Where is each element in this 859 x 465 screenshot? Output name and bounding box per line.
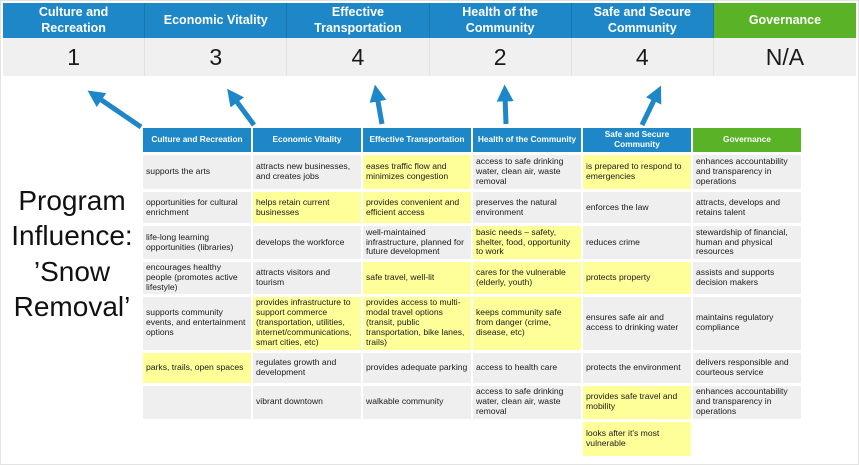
matrix-cell-highlighted: keeps community safe from danger (crime, disease, etc) — [473, 297, 581, 350]
matrix-cell: delivers responsible and courteous service — [693, 353, 801, 383]
program-title-line: Removal’ — [13, 290, 131, 322]
matrix-header-health-of-the-community: Health of the Community — [473, 128, 581, 152]
program-title-line: Program — [18, 185, 126, 216]
matrix-header-effective-transportation: Effective Transportation — [363, 128, 471, 152]
priority-score-economic-vitality: 3 — [145, 38, 287, 76]
arrow-economic-vitality — [234, 98, 254, 125]
matrix-cell-highlighted: provides infrastructure to support commerce (transportation, utilities, internet/communications, smart cities, etc) — [253, 297, 361, 350]
arrow-culture-and-recreation — [97, 97, 141, 127]
matrix-row — [143, 353, 801, 383]
matrix-cell-highlighted: looks after it's most vulnerable — [583, 422, 691, 456]
matrix-cell: walkable community — [363, 386, 471, 419]
matrix-cell — [143, 386, 251, 419]
priority-score-safe-and-secure-community: 4 — [572, 38, 714, 76]
priority-column-health-of-the-community — [430, 3, 572, 76]
matrix-cell-highlighted: provides convenient and efficient access — [363, 192, 471, 223]
matrix-cell: well-maintained infrastructure, planned for future development — [363, 226, 471, 259]
matrix-cell: maintains regulatory compliance — [693, 297, 801, 350]
priority-score-culture-and-recreation: 1 — [3, 38, 145, 76]
matrix-cell — [363, 422, 471, 456]
matrix-cell-highlighted: eases traffic flow and minimizes congestion — [363, 155, 471, 189]
priority-header-economic-vitality: Economic Vitality — [145, 3, 287, 38]
priority-scoreboard — [3, 3, 856, 76]
program-title-line: Influence: — [11, 220, 133, 252]
matrix-cell: access to safe drinking water, clean air, waste removal — [473, 155, 581, 189]
matrix-cell: enforces the law — [583, 192, 691, 223]
matrix-cell: provides adequate parking — [363, 353, 471, 383]
matrix-cell: access to health care — [473, 353, 581, 383]
matrix-row — [143, 192, 801, 223]
matrix-row — [143, 262, 801, 294]
matrix-cell: life-long learning opportunities (libraries) — [143, 226, 251, 259]
priority-column-culture-and-recreation — [3, 3, 145, 76]
matrix-cell: attracts, develops and retains talent — [693, 192, 801, 223]
matrix-cell: supports the arts — [143, 155, 251, 189]
matrix-cell-highlighted: protects property — [583, 262, 691, 294]
priority-header-effective-transportation: Effective Transportation — [287, 3, 429, 38]
arrow-safe-and-secure-community — [642, 96, 656, 125]
matrix-header-safe-and-secure-community: Safe and Secure Community — [583, 128, 691, 152]
matrix-header-governance: Governance — [693, 128, 801, 152]
matrix-row — [143, 386, 801, 419]
arrow-effective-transportation — [377, 96, 382, 124]
program-influence-title — [2, 183, 142, 324]
matrix-cell — [693, 422, 801, 456]
matrix-cell: access to safe drinking water, clean air, waste removal — [473, 386, 581, 419]
priority-column-safe-and-secure-community — [572, 3, 714, 76]
matrix-cell: enhances accountability and transparency in operations — [693, 386, 801, 419]
matrix-cell — [143, 422, 251, 456]
matrix-cell: ensures safe air and access to drinking water — [583, 297, 691, 350]
priority-column-governance — [714, 3, 856, 76]
matrix-cell-highlighted: parks, trails, open spaces — [143, 353, 251, 383]
priority-header-governance: Governance — [714, 3, 856, 38]
matrix-row — [143, 297, 801, 350]
matrix-row — [143, 155, 801, 189]
matrix-cell — [253, 422, 361, 456]
influence-matrix-table — [141, 125, 803, 459]
priority-score-governance: N/A — [714, 38, 856, 76]
program-title-line: ’Snow — [33, 255, 111, 287]
matrix-cell-highlighted: is prepared to respond to emergencies — [583, 155, 691, 189]
matrix-cell: attracts visitors and tourism — [253, 262, 361, 294]
matrix-cell: attracts new businesses, and creates jobs — [253, 155, 361, 189]
priority-header-health-of-the-community: Health of the Community — [430, 3, 572, 38]
matrix-cell: reduces crime — [583, 226, 691, 259]
priority-score-health-of-the-community: 2 — [430, 38, 572, 76]
matrix-header-economic-vitality: Economic Vitality — [253, 128, 361, 152]
matrix-row — [143, 422, 801, 456]
matrix-row — [143, 226, 801, 259]
matrix-cell-highlighted: provides safe travel and mobility — [583, 386, 691, 419]
matrix-cell: enhances accountability and transparency in operations — [693, 155, 801, 189]
priority-column-economic-vitality — [145, 3, 287, 76]
influence-matrix — [141, 125, 803, 459]
arrow-health-of-the-community — [505, 96, 506, 124]
matrix-header-culture-and-recreation: Culture and Recreation — [143, 128, 251, 152]
matrix-cell: supports community events, and entertainment options — [143, 297, 251, 350]
matrix-cell: encourages healthy people (promotes active lifestyle) — [143, 262, 251, 294]
priority-score-effective-transportation: 4 — [287, 38, 429, 76]
priority-header-culture-and-recreation: Culture and Recreation — [3, 3, 145, 38]
matrix-cell: assists and supports decision makers — [693, 262, 801, 294]
matrix-cell: preserves the natural environment — [473, 192, 581, 223]
matrix-cell: opportunities for cultural enrichment — [143, 192, 251, 223]
matrix-cell: regulates growth and development — [253, 353, 361, 383]
priority-column-effective-transportation — [287, 3, 429, 76]
matrix-cell — [473, 422, 581, 456]
matrix-cell-highlighted: helps retain current businesses — [253, 192, 361, 223]
matrix-header-row — [143, 128, 801, 152]
matrix-cell-highlighted: safe travel, well-lit — [363, 262, 471, 294]
matrix-cell: stewardship of financial, human and physical resources — [693, 226, 801, 259]
matrix-cell-highlighted: cares for the vulnerable (elderly, youth) — [473, 262, 581, 294]
priority-header-safe-and-secure-community: Safe and Secure Community — [572, 3, 714, 38]
matrix-cell-highlighted: provides access to multi-modal travel options (transit, public transportation, bike lanes, trails) — [363, 297, 471, 350]
matrix-cell: protects the environment — [583, 353, 691, 383]
matrix-cell: develops the workforce — [253, 226, 361, 259]
matrix-cell-highlighted: basic needs – safety, shelter, food, opportunity to work — [473, 226, 581, 259]
matrix-cell: vibrant downtown — [253, 386, 361, 419]
